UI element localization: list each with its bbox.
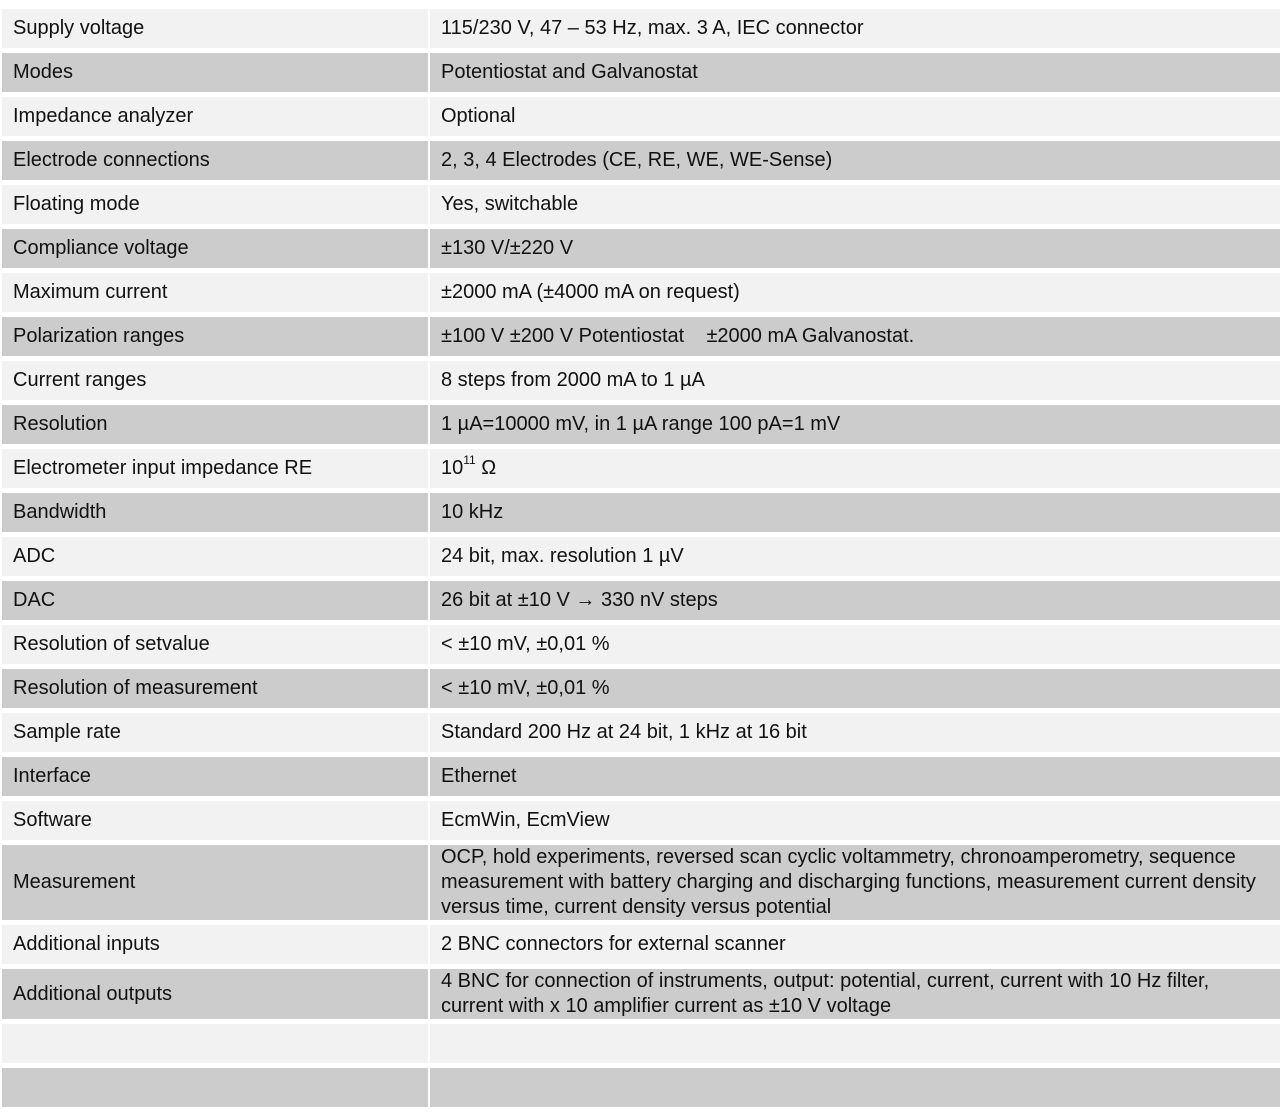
table-row bbox=[2, 317, 1280, 356]
table-row bbox=[2, 361, 1280, 400]
table-row bbox=[2, 141, 1280, 180]
spec-value: 26 bit at ±10 V → 330 nV steps bbox=[430, 581, 1280, 620]
spec-label: Maximum current bbox=[2, 273, 428, 312]
spec-label: Additional inputs bbox=[2, 925, 428, 964]
specification-table bbox=[0, 4, 1282, 1112]
spec-label: Impedance analyzer bbox=[2, 97, 428, 136]
table-row bbox=[2, 9, 1280, 48]
spec-label: Resolution of measurement bbox=[2, 669, 428, 708]
spec-value: 24 bit, max. resolution 1 µV bbox=[430, 537, 1280, 576]
table-row bbox=[2, 757, 1280, 796]
spec-value: Yes, switchable bbox=[430, 185, 1280, 224]
spec-value bbox=[430, 449, 1280, 488]
impedance-base: 10 bbox=[441, 457, 464, 479]
table-row bbox=[2, 1068, 1280, 1107]
spec-label: Measurement bbox=[2, 845, 428, 920]
impedance-unit: Ω bbox=[475, 457, 497, 479]
spec-value: ±100 V ±200 V Potentiostat ±2000 mA Galvanostat. bbox=[430, 317, 1280, 356]
spec-value: 8 steps from 2000 mA to 1 µA bbox=[430, 361, 1280, 400]
spec-value: EcmWin, EcmView bbox=[430, 801, 1280, 840]
spec-value: 4 BNC for connection of instruments, output: potential, current, current with 10 Hz filter, current with x 10 amplifier current as ±10 V voltage bbox=[430, 969, 1280, 1019]
spec-value: Potentiostat and Galvanostat bbox=[430, 53, 1280, 92]
spec-label: Software bbox=[2, 801, 428, 840]
spec-value: < ±10 mV, ±0,01 % bbox=[430, 625, 1280, 664]
table-row bbox=[2, 845, 1280, 920]
table-row bbox=[2, 185, 1280, 224]
table-row bbox=[2, 493, 1280, 532]
spec-value: 2, 3, 4 Electrodes (CE, RE, WE, WE-Sense) bbox=[430, 141, 1280, 180]
spec-label: Supply voltage bbox=[2, 9, 428, 48]
spec-value: ±2000 mA (±4000 mA on request) bbox=[430, 273, 1280, 312]
table-row bbox=[2, 405, 1280, 444]
table-row bbox=[2, 537, 1280, 576]
spec-value bbox=[430, 1068, 1280, 1107]
spec-label: Interface bbox=[2, 757, 428, 796]
spec-value: Ethernet bbox=[430, 757, 1280, 796]
spec-label: Polarization ranges bbox=[2, 317, 428, 356]
spec-label: DAC bbox=[2, 581, 428, 620]
spec-value bbox=[430, 1024, 1280, 1063]
spec-value: 2 BNC connectors for external scanner bbox=[430, 925, 1280, 964]
table-row bbox=[2, 97, 1280, 136]
table-row bbox=[2, 801, 1280, 840]
spec-label: Bandwidth bbox=[2, 493, 428, 532]
spec-label: Modes bbox=[2, 53, 428, 92]
table-row bbox=[2, 449, 1280, 488]
spec-label: Floating mode bbox=[2, 185, 428, 224]
spec-label: Resolution bbox=[2, 405, 428, 444]
spec-label: ADC bbox=[2, 537, 428, 576]
spec-value: 10 kHz bbox=[430, 493, 1280, 532]
table-row bbox=[2, 713, 1280, 752]
spec-value: Optional bbox=[430, 97, 1280, 136]
spec-value: 115/230 V, 47 – 53 Hz, max. 3 A, IEC connector bbox=[430, 9, 1280, 48]
spec-value: 1 µA=10000 mV, in 1 µA range 100 pA=1 mV bbox=[430, 405, 1280, 444]
spec-value: OCP, hold experiments, reversed scan cyclic voltammetry, chronoamperometry, sequence measurement with battery charging and discharging functions, measurement current density versus time, current density versus potential bbox=[430, 845, 1280, 920]
impedance-exponent: 11 bbox=[463, 453, 476, 468]
spec-label bbox=[2, 1068, 428, 1107]
table-row bbox=[2, 925, 1280, 964]
spec-value: ±130 V/±220 V bbox=[430, 229, 1280, 268]
spec-label: Electrode connections bbox=[2, 141, 428, 180]
spec-label: Sample rate bbox=[2, 713, 428, 752]
spec-label: Electrometer input impedance RE bbox=[2, 449, 428, 488]
spec-label bbox=[2, 1024, 428, 1063]
table-row bbox=[2, 969, 1280, 1019]
spec-value: < ±10 mV, ±0,01 % bbox=[430, 669, 1280, 708]
spec-label: Additional outputs bbox=[2, 969, 428, 1019]
table-row bbox=[2, 229, 1280, 268]
table-row bbox=[2, 669, 1280, 708]
table-row bbox=[2, 273, 1280, 312]
spec-label: Current ranges bbox=[2, 361, 428, 400]
spec-label: Compliance voltage bbox=[2, 229, 428, 268]
table-row bbox=[2, 53, 1280, 92]
spec-value: Standard 200 Hz at 24 bit, 1 kHz at 16 bit bbox=[430, 713, 1280, 752]
table-row bbox=[2, 625, 1280, 664]
table-row bbox=[2, 1024, 1280, 1063]
spec-label: Resolution of setvalue bbox=[2, 625, 428, 664]
table-row bbox=[2, 581, 1280, 620]
